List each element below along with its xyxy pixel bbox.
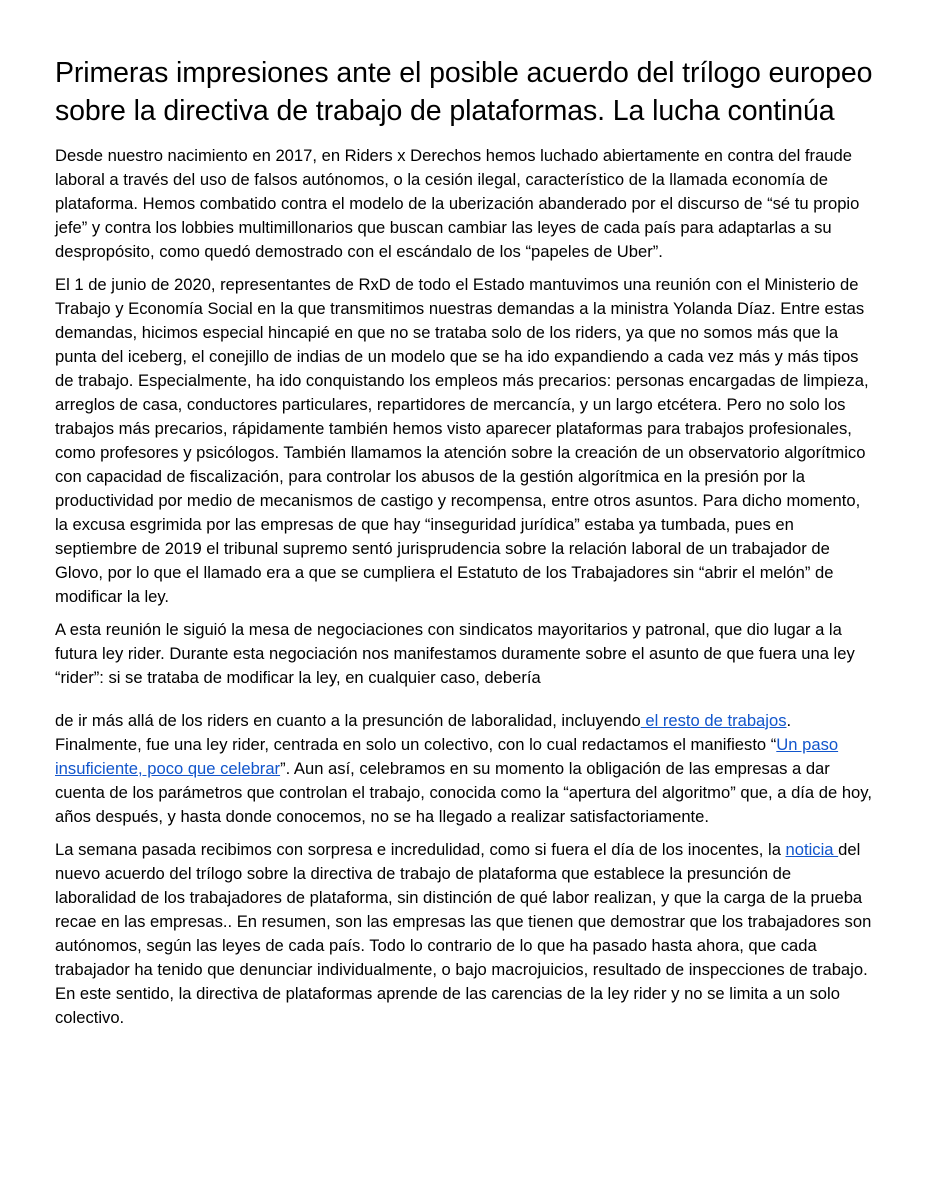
paragraph-5-text-1: La semana pasada recibimos con sorpresa e incredulidad, como si fuera el día de los inocentes, la <box>55 840 786 859</box>
link-resto-de-trabajos[interactable]: el resto de trabajos <box>640 711 787 730</box>
paragraph-4-text-2: . Finalmente, fue una ley rider, centrada en solo un colectivo, con lo cual redactamos el manifiesto “ <box>55 711 792 754</box>
paragraph-3: A esta reunión le siguió la mesa de negociaciones con sindicatos mayoritarios y patronal, que dio lugar a la futura ley rider. Durante esta negociación nos manifestamos duramente sobre el asunto de que fuera una ley “rider”: si se trataba de modificar la ley, en cualquier caso, debería <box>55 620 855 687</box>
link-noticia[interactable]: noticia <box>785 840 839 859</box>
paragraph-1: Desde nuestro nacimiento en 2017, en Riders x Derechos hemos luchado abiertamente en contra del fraude laboral a través del uso de falsos autónomos, o la cesión ilegal, característico de la llamada economía de plataforma. Hemos combatido contra el modelo de la uberización abanderado por el discurso de “sé tu propio jefe” y contra los lobbies multimillonarios que buscan cambiar las leyes de cada país para adaptarlas a su despropósito, como quedó demostrado con el escándalo de los “papeles de Uber”. <box>55 146 860 261</box>
paragraph-4-text-1: de ir más allá de los riders en cuanto a la presunción de laboralidad, incluyendo <box>55 711 641 730</box>
document-title: Primeras impresiones ante el posible acuerdo del trílogo europeo sobre la directiva de trabajo de plataformas. La lucha continúa <box>55 57 873 127</box>
paragraph-5-text-2: del nuevo acuerdo del trílogo sobre la directiva de trabajo de plataforma que establece la presunción de laboralidad de los trabajadores de plataforma, sin distinción de qué labor realizan, y que la carga de la prueba recae en las empresas.. En resumen, son las empresas las que tienen que demostrar que los trabajadores son autónomos, según las leyes de cada país. Todo lo contrario de lo que ha pasado hasta ahora, que cada trabajador ha tenido que denunciar individualmente, o bajo macrojuicios, resultado de inspecciones de trabajo. En este sentido, la directiva de plataformas aprende de las carencias de la ley rider y no se limita a un solo colectivo. <box>55 840 872 1027</box>
paragraph-4 <box>55 709 875 829</box>
document-page <box>55 54 875 1039</box>
link-manifiesto[interactable]: Un paso insuficiente, poco que celebrar <box>55 735 839 778</box>
paragraph-2: El 1 de junio de 2020, representantes de RxD de todo el Estado mantuvimos una reunión con el Ministerio de Trabajo y Economía Social en la que transmitimos nuestras demandas a la ministra Yolanda Díaz. Entre estas demandas, hicimos especial hincapié en que no se trataba solo de los riders, ya que no somos más que la punta del iceberg, el conejillo de indias de un modelo que se ha ido expandiendo a cada vez más y más tipos de trabajo. Especialmente, ha ido conquistando los empleos más precarios: personas encargadas de limpieza, arreglos de casa, conductores particulares, repartidores de mercancía, y un largo etcétera. Pero no solo los trabajos más precarios, rápidamente también hemos visto aparecer plataformas para trabajos profesionales, como profesores y psicólogos. También llamamos la atención sobre la creación de un observatorio algorítmico con capacidad de fiscalización, para controlar los abusos de la gestión algorítmica en la presión por la productividad por medio de mecanismos de castigo y recompensa, entre otros asuntos. Para dicho momento, la excusa esgrimida por las empresas de que hay “inseguridad jurídica” estaba ya tumbada, pues en septiembre de 2019 el tribunal supremo sentó jurisprudencia sobre la relación laboral de un trabajador de Glovo, por lo que el llamado era a que se cumpliera el Estatuto de los Trabajadores sin “abrir el melón” de modificar la ley. <box>55 275 869 606</box>
paragraph-4-text-3: ”. Aun así, celebramos en su momento la obligación de las empresas a dar cuenta de los parámetros que controlan el trabajo, conocida como la “apertura del algoritmo” que, a día de hoy, años después, y hasta donde conocemos, no se ha llegado a realizar satisfactoriamente. <box>55 759 872 826</box>
paragraph-5 <box>55 838 875 1030</box>
